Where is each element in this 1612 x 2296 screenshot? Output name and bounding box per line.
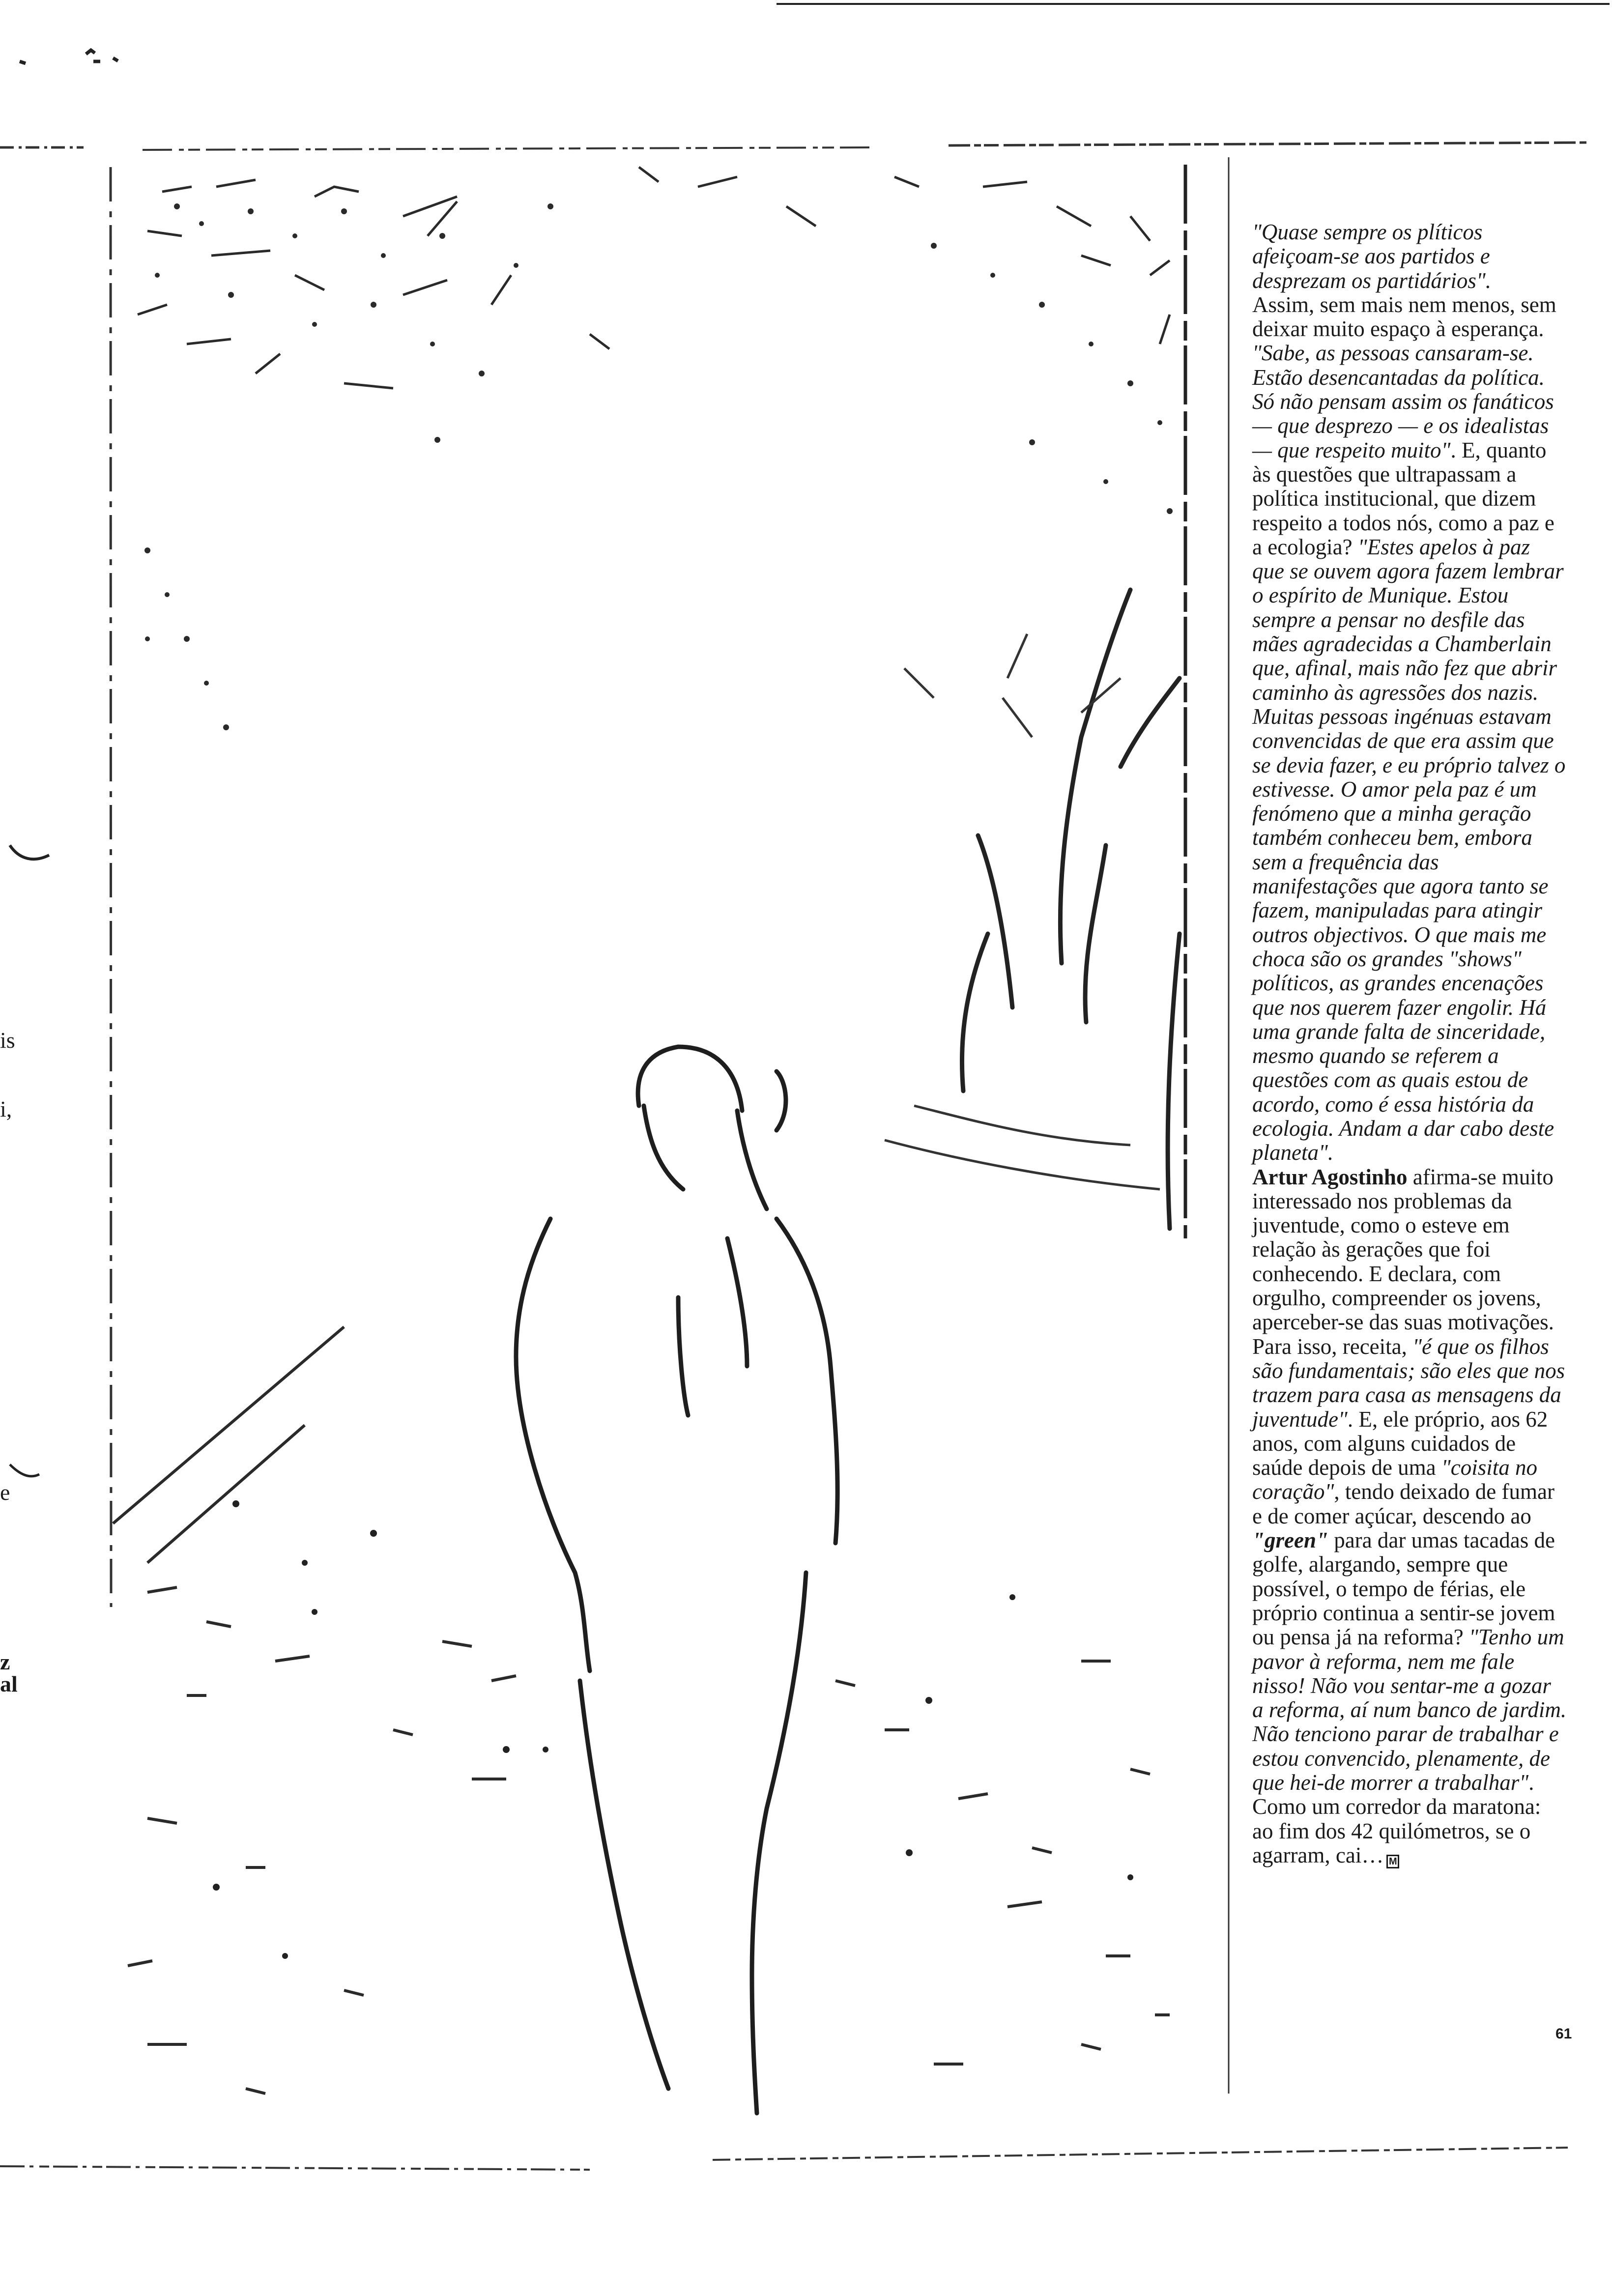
quote-text: "Tenho um pavor à reforma, nem me fale nisso! Não vou sentar-me a gozar a reforma, aí num banco de jardim. Não tenciono parar de trabalhar e estou convencido, plenamente, de que hei-de morrer a trabalhar" bbox=[1252, 1625, 1567, 1795]
left-page-fragment: is bbox=[0, 1028, 15, 1053]
left-page-fragment: i, bbox=[0, 1096, 12, 1121]
body-text: afirma-se muito interessado nos problemas da juventude, como o esteve em relação às gerações que foi conhecendo. E declara, com orgulho, compreender os jovens, aperceber-se das suas motivações. Para isso, receita, bbox=[1252, 1164, 1554, 1359]
page-number: 61 bbox=[1555, 2026, 1572, 2042]
body-text: . Como um corredor da maratona: ao fim dos 42 quilómetros, se o agarram, cai… bbox=[1252, 1770, 1541, 1867]
article-body bbox=[1252, 220, 1567, 1868]
body-text: . E, ele próprio, aos 62 anos, com alguns cuidados de saúde depois de uma bbox=[1252, 1406, 1548, 1480]
quote-text: "green" bbox=[1252, 1528, 1328, 1553]
left-page-fragment: e bbox=[0, 1480, 10, 1505]
quote-text: "é que os filhos são fundamentais; são eles que nos trazem para casa as mensagens da juventude" bbox=[1252, 1334, 1565, 1432]
body-text: , tendo deixado de fumar e de comer açúcar, descendo ao bbox=[1252, 1479, 1554, 1528]
quote-text: "Sabe, as pessoas cansaram-se. Estão desencantadas da política. Só não pensam assim os fanáticos — que desprezo — e os idealistas — que respeito muito" bbox=[1252, 341, 1554, 462]
body-text: para dar umas tacadas de golfe, alargando, sempre que possível, o tempo de férias, ele próprio continua a sentir-se jovem ou pensa já na reforma? bbox=[1252, 1528, 1555, 1650]
body-text: Assim, sem mais nem menos, sem deixar muito espaço à esperança. bbox=[1252, 292, 1556, 342]
body-text: . E, quanto às questões que ultrapassam a política institucional, que dizem respeito a todos nós, como a paz e a ecologia? bbox=[1252, 437, 1554, 559]
left-page-fragment: al bbox=[0, 1671, 18, 1696]
quote-text: "coisita no coração" bbox=[1252, 1455, 1538, 1504]
left-page-fragment: z bbox=[0, 1649, 10, 1674]
article-text-column bbox=[1252, 220, 1567, 1868]
intro-quote: "Quase sempre os plíticos afeiçoam-se aos partidos e desprezam os partidários". bbox=[1252, 220, 1492, 293]
end-mark-icon: M bbox=[1386, 1855, 1399, 1868]
quote-text: "Estes apelos à paz que se ouvem agora fazem lembrar o espírito de Munique. Estou sempre a pensar no desfile das mães agradecidas a Chamberlain que, afinal, mais não fez que abrir caminho às agressões dos nazis. Muitas pessoas ingénuas estavam convencidas de que era assim que se devia fazer, e eu próprio talvez o estivesse. O amor pela paz é um fenómeno que a minha geração também conheceu bem, embora sem a frequência das manifestações que agora tanto se fazem, manipuladas para atingir outros objectivos. O que mais me choca são os grandes "shows" políticos, as grandes encenações que nos querem fazer engolir. Há uma grande falta de sinceridade, mesmo quando se referem a questões com as quais estou de acordo, como é essa história da ecologia. Andam a dar cabo deste planeta". bbox=[1252, 534, 1566, 1165]
person-name: Artur Agostinho bbox=[1252, 1164, 1408, 1189]
